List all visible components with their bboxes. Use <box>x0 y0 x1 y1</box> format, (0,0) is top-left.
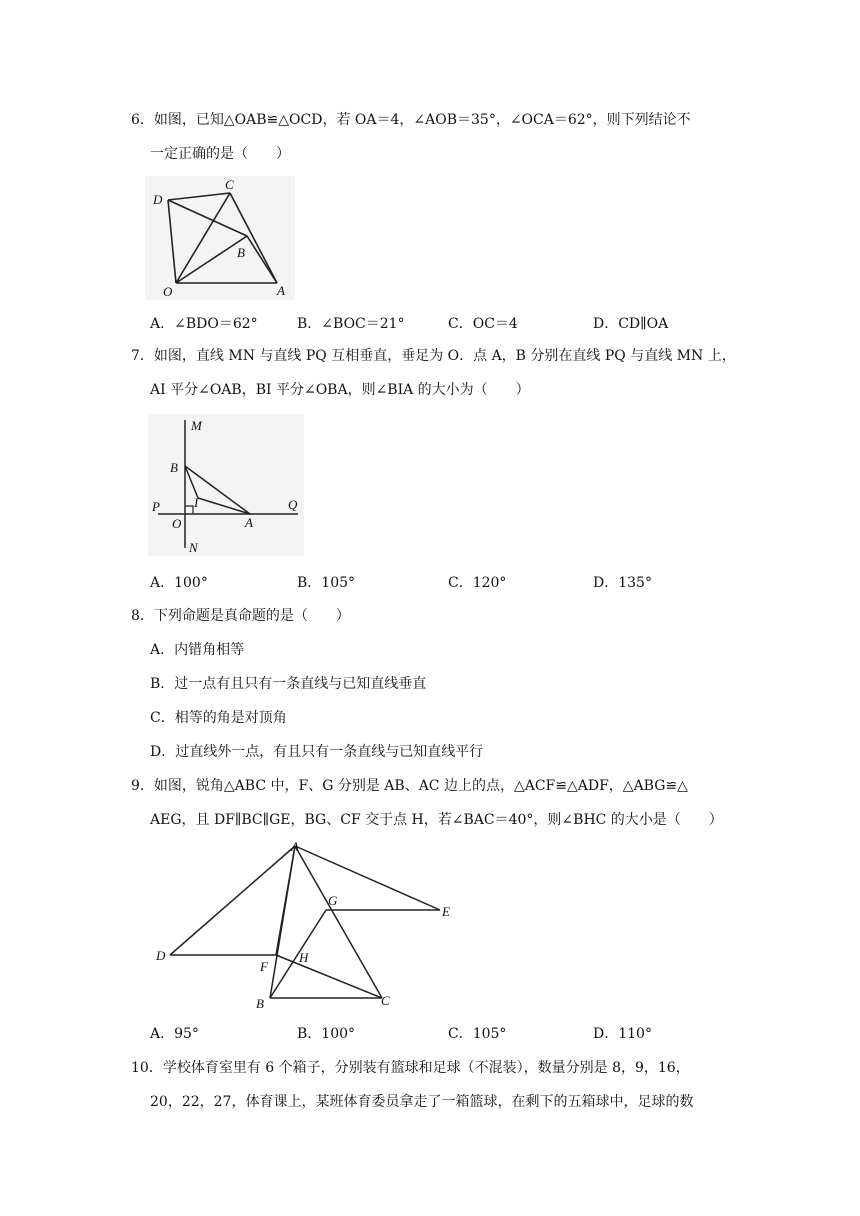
q9-figure <box>150 838 460 1010</box>
q6-option-c: C．OC＝4 <box>448 316 518 332</box>
q7-figure-bg <box>148 414 304 556</box>
q7-option-a: A．100° <box>150 575 208 591</box>
q7-label-q: Q <box>288 497 298 512</box>
q9-option-d: D．110° <box>593 1026 652 1042</box>
q6-option-b: B．∠BOC＝21° <box>297 316 405 332</box>
q7-label-b: B <box>170 460 178 475</box>
q7-option-d: D．135° <box>593 575 652 591</box>
q9-label-h: H <box>299 950 309 965</box>
q7-figure <box>148 414 304 556</box>
q6-option-a: A．∠BDO＝62° <box>150 316 258 332</box>
q7-option-b: B．105° <box>297 575 356 591</box>
q10-line-1: 10．学校体育室里有 6 个箱子，分别装有篮球和足球（不混装），数量分别是 8，9，16， <box>131 1060 690 1076</box>
q9-line-2: AEG，且 DF∥BC∥GE，BG、CF 交于点 H，若∠BAC＝40°，则∠BHC 的大小是（ ） <box>150 812 723 828</box>
q6-line-1: 6．如图，已知△OAB≌△OCD，若 OA＝4，∠AOB＝35°，∠OCA＝62°，则下列结论不 <box>131 112 691 128</box>
q9-label-f: F <box>260 959 268 974</box>
q6-figure <box>145 176 295 300</box>
q8-option-c: C．相等的角是对顶角 <box>150 710 287 726</box>
q9-label-d: D <box>156 948 166 963</box>
q9-option-a: A．95° <box>150 1026 199 1042</box>
q9-label-c: C <box>381 993 390 1008</box>
q7-label-n: N <box>189 540 198 555</box>
q8-option-d: D．过直线外一点，有且只有一条直线与已知直线平行 <box>150 744 484 760</box>
q9-label-b: B <box>256 996 264 1010</box>
q6-label-d: D <box>153 192 163 207</box>
q9-label-g: G <box>328 893 338 908</box>
q6-line-2: 一定正确的是（ ） <box>150 146 290 162</box>
q9-option-c: C．105° <box>448 1026 507 1042</box>
q10-line-2: 20，22，27，体育课上，某班体育委员拿走了一箱篮球，在剩下的五箱球中，足球的数 <box>150 1094 694 1110</box>
q7-label-p: P <box>152 499 160 514</box>
q7-option-c: C．120° <box>448 575 507 591</box>
q7-label-o: O <box>172 516 182 531</box>
q7-label-a: A <box>245 515 253 530</box>
q6-label-o: O <box>163 284 173 299</box>
q8-option-a: A．内错角相等 <box>150 642 245 658</box>
q8-option-b: B．过一点有且只有一条直线与已知直线垂直 <box>150 676 427 692</box>
q6-label-c: C <box>225 177 234 192</box>
q9-line-1: 9．如图，锐角△ABC 中，F、G 分别是 AB、AC 边上的点，△ACF≌△ADF，△ABG≌△ <box>131 778 688 794</box>
q7-line-1: 7．如图，直线 MN 与直线 PQ 互相垂直，垂足为 O．点 A，B 分别在直线 PQ 与直线 MN 上， <box>131 348 736 364</box>
q8-line-1: 8．下列命题是真命题的是（ ） <box>131 608 350 624</box>
q9-option-b: B．100° <box>297 1026 356 1042</box>
q6-label-a: A <box>277 283 285 298</box>
q9-label-a: A <box>291 839 299 854</box>
q9-label-e: E <box>442 904 450 919</box>
q7-label-m: M <box>191 418 202 433</box>
q7-label-i: I <box>194 495 199 510</box>
q6-option-d: D．CD∥OA <box>593 316 669 332</box>
q6-label-b: B <box>237 245 245 260</box>
q7-line-2: AI 平分∠OAB，BI 平分∠OBA，则∠BIA 的大小为（ ） <box>150 382 530 398</box>
